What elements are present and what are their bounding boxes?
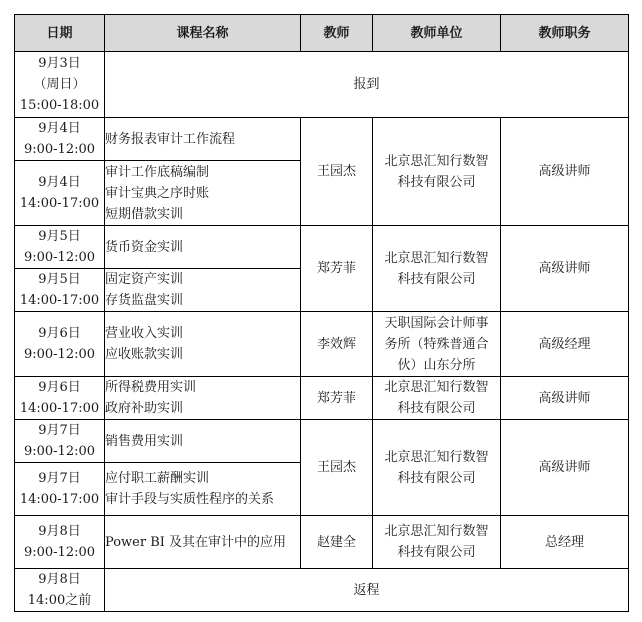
unit-cell: 北京思汇知行数智 科技有限公司 bbox=[373, 377, 501, 420]
unit-cell: 北京思汇知行数智 科技有限公司 bbox=[373, 226, 501, 312]
table-row bbox=[15, 226, 629, 269]
unit-cell: 北京思汇知行数智 科技有限公司 bbox=[373, 516, 501, 569]
date-cell: 9月8日 9:00-12:00 bbox=[15, 516, 105, 569]
title-cell: 高级经理 bbox=[501, 312, 629, 377]
date-cell: 9月3日 （周日） 15:00-18:00 bbox=[15, 52, 105, 118]
header-title: 教师职务 bbox=[501, 15, 629, 52]
table-row bbox=[15, 312, 629, 377]
header-unit: 教师单位 bbox=[373, 15, 501, 52]
title-cell: 高级讲师 bbox=[501, 226, 629, 312]
table-row bbox=[15, 516, 629, 569]
course-cell: 销售费用实训 bbox=[105, 420, 301, 463]
unit-cell: 北京思汇知行数智 科技有限公司 bbox=[373, 420, 501, 516]
teacher-cell: 赵建全 bbox=[301, 516, 373, 569]
title-cell: 高级讲师 bbox=[501, 118, 629, 226]
table-row bbox=[15, 377, 629, 420]
date-cell: 9月4日 14:00-17:00 bbox=[15, 161, 105, 226]
departure-cell: 返程 bbox=[105, 569, 629, 612]
title-cell: 高级讲师 bbox=[501, 420, 629, 516]
table-row bbox=[15, 420, 629, 463]
header-row bbox=[15, 15, 629, 52]
course-cell: 所得税费用实训 政府补助实训 bbox=[105, 377, 301, 420]
date-cell: 9月4日 9:00-12:00 bbox=[15, 118, 105, 161]
course-cell: 固定资产实训 存货监盘实训 bbox=[105, 269, 301, 312]
teacher-cell: 王园杰 bbox=[301, 420, 373, 516]
course-cell: Power BI 及其在审计中的应用 bbox=[105, 516, 301, 569]
unit-cell: 天职国际会计师事 务所（特殊普通合 伙）山东分所 bbox=[373, 312, 501, 377]
course-cell: 审计工作底稿编制 审计宝典之序时账 短期借款实训 bbox=[105, 161, 301, 226]
title-cell: 总经理 bbox=[501, 516, 629, 569]
date-cell: 9月8日 14:00之前 bbox=[15, 569, 105, 612]
table-row bbox=[15, 52, 629, 118]
teacher-cell: 郑芳菲 bbox=[301, 226, 373, 312]
date-cell: 9月6日 9:00-12:00 bbox=[15, 312, 105, 377]
header-date: 日期 bbox=[15, 15, 105, 52]
teacher-cell: 王园杰 bbox=[301, 118, 373, 226]
course-cell: 财务报表审计工作流程 bbox=[105, 118, 301, 161]
course-cell: 应付职工薪酬实训 审计手段与实质性程序的关系 bbox=[105, 463, 301, 516]
header-teacher: 教师 bbox=[301, 15, 373, 52]
course-cell: 营业收入实训 应收账款实训 bbox=[105, 312, 301, 377]
date-cell: 9月5日 9:00-12:00 bbox=[15, 226, 105, 269]
date-cell: 9月7日 14:00-17:00 bbox=[15, 463, 105, 516]
title-cell: 高级讲师 bbox=[501, 377, 629, 420]
date-cell: 9月7日 9:00-12:00 bbox=[15, 420, 105, 463]
schedule-table bbox=[14, 14, 629, 612]
table-row bbox=[15, 118, 629, 161]
unit-cell: 北京思汇知行数智 科技有限公司 bbox=[373, 118, 501, 226]
registration-cell: 报到 bbox=[105, 52, 629, 118]
date-cell: 9月6日 14:00-17:00 bbox=[15, 377, 105, 420]
date-cell: 9月5日 14:00-17:00 bbox=[15, 269, 105, 312]
teacher-cell: 李效辉 bbox=[301, 312, 373, 377]
course-cell: 货币资金实训 bbox=[105, 226, 301, 269]
teacher-cell: 郑芳菲 bbox=[301, 377, 373, 420]
table-row bbox=[15, 569, 629, 612]
header-course: 课程名称 bbox=[105, 15, 301, 52]
